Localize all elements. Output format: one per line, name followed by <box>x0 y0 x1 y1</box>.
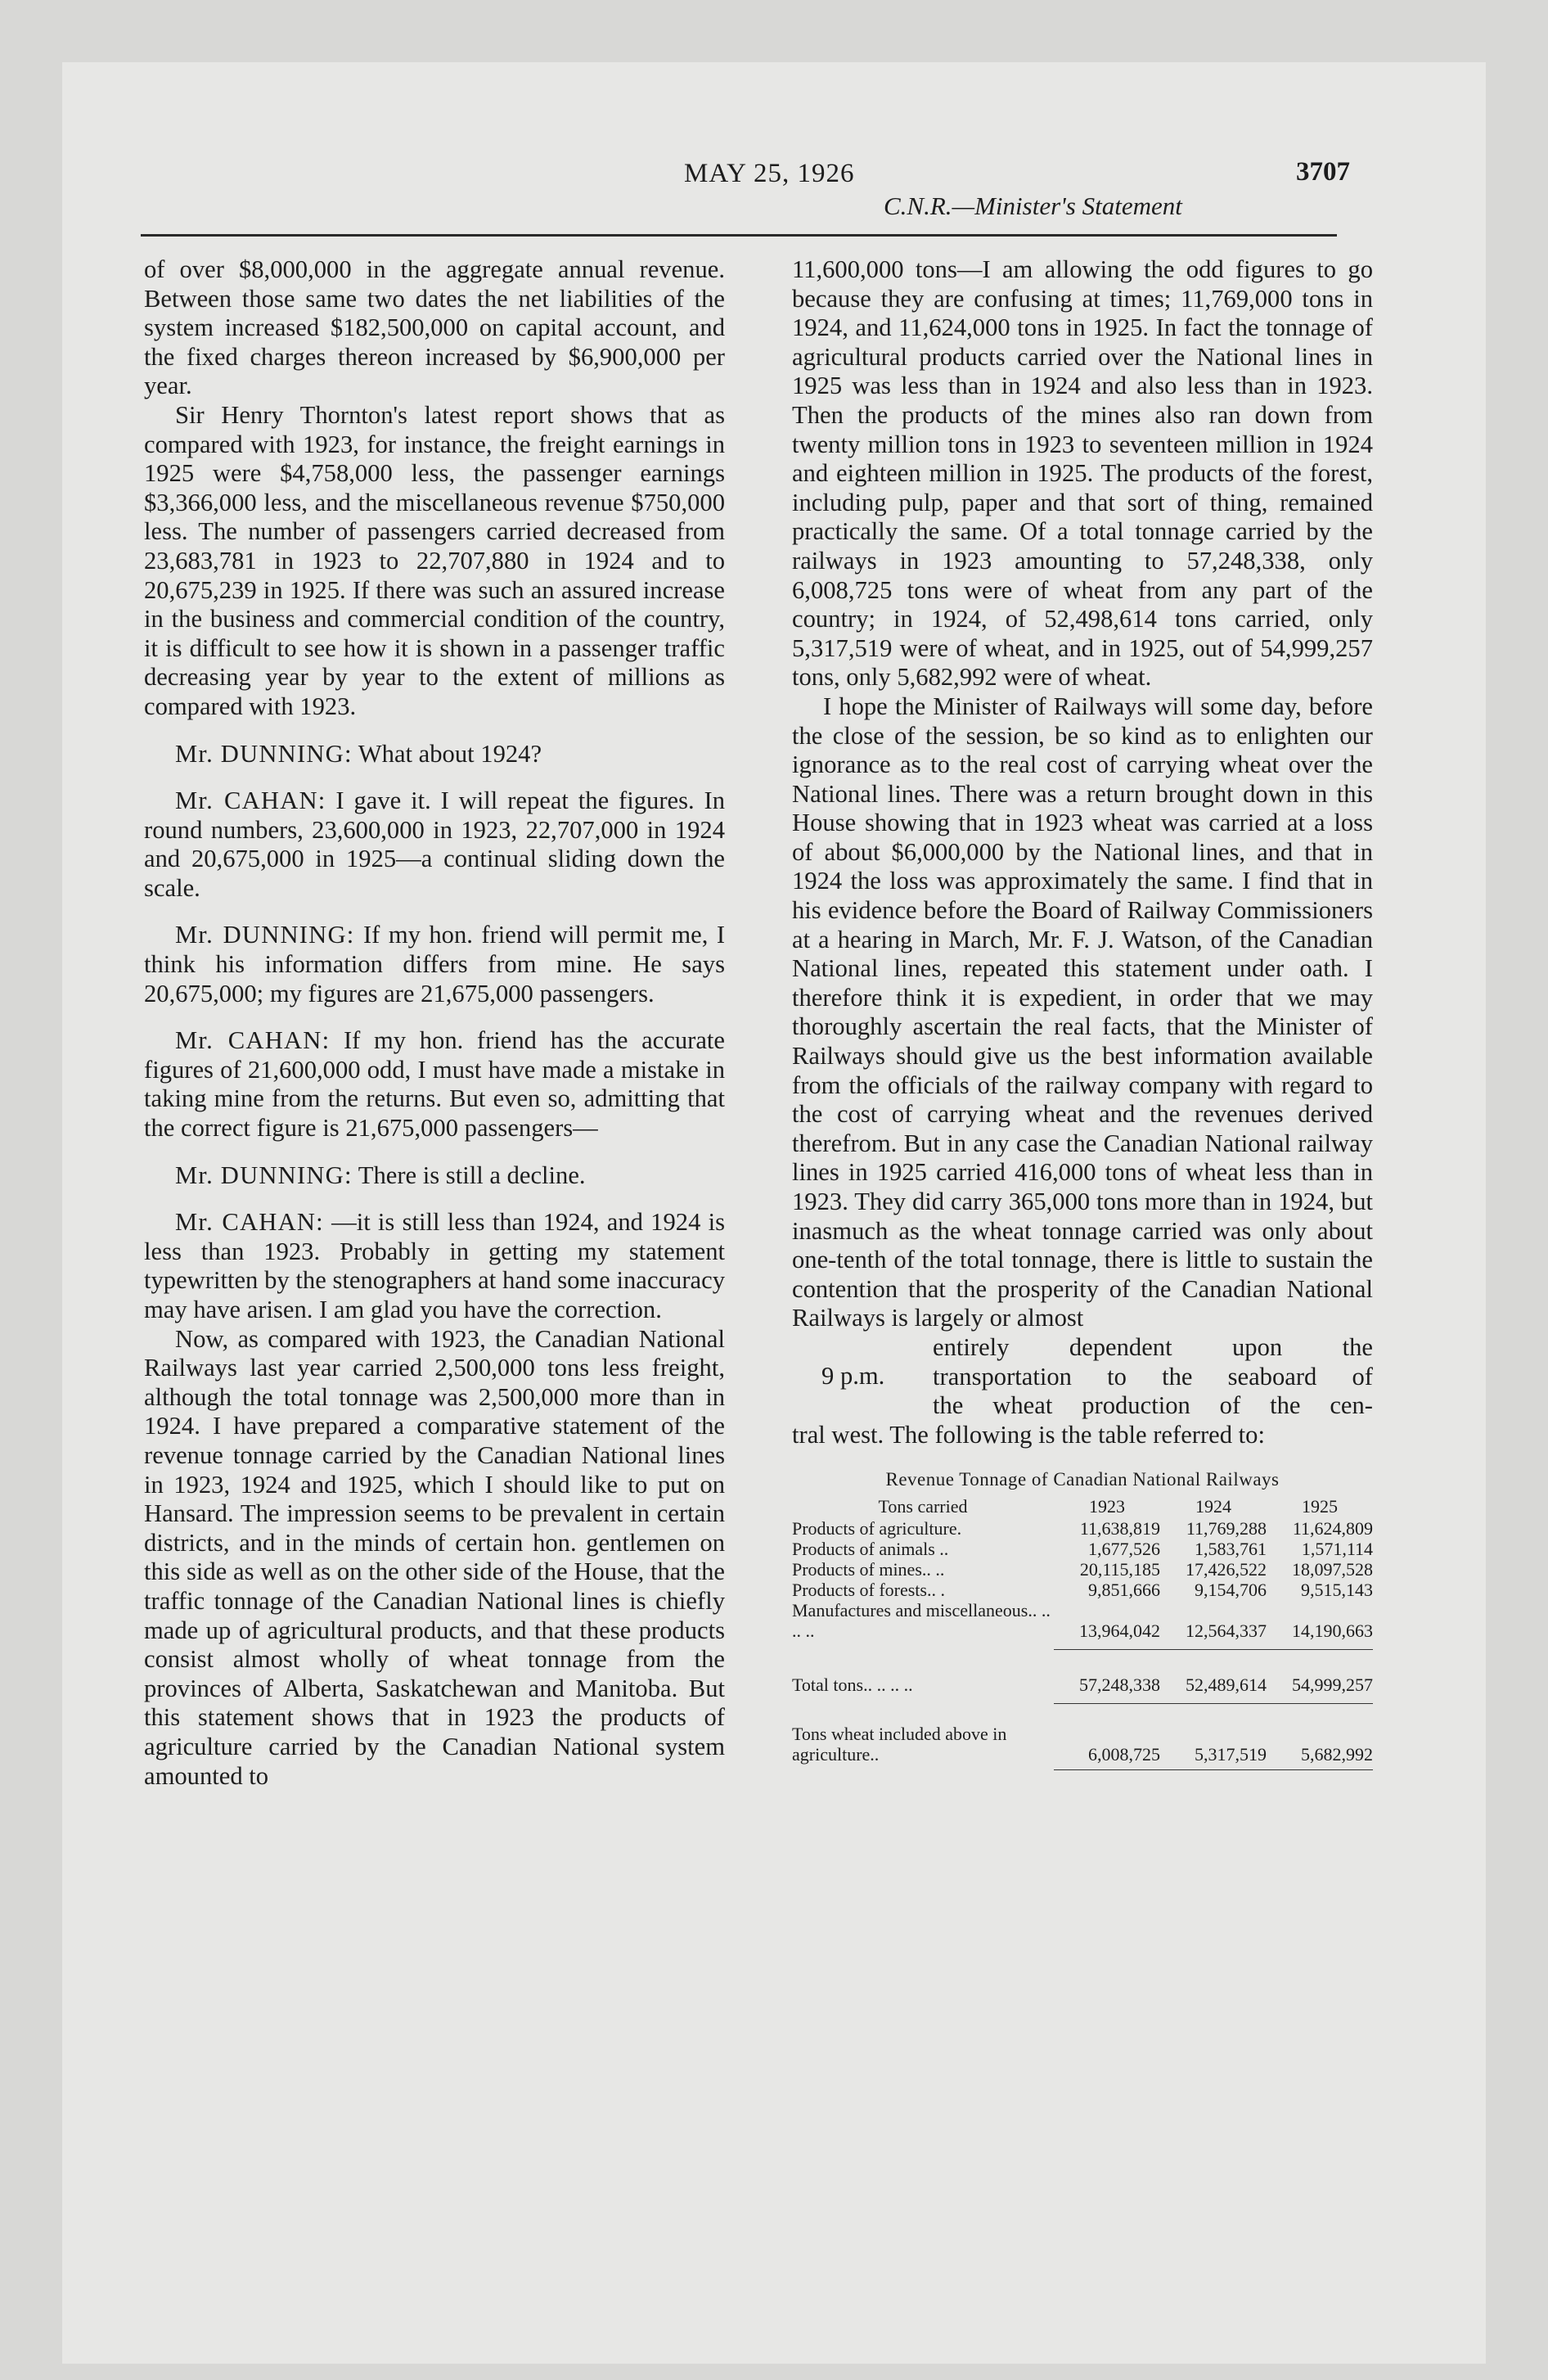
cell-value: 9,851,666 <box>1088 1580 1160 1601</box>
paragraph: I hope the Minister of Railways will some day, before the close of the session, be so kind as to enlighten our ignorance as to the real cost of carrying wheat over the National lines. There was a return brought down in this House showing that in 1923 wheat was carried at a loss of about $6,000,000 by the National lines, and that in 1924 the loss was approximately the same. I find that in his evidence before the Board of Railway Commissioners at a hearing in March, Mr. F. J. Watson, of the Canadian National lines, repeated this statement under oath. I therefore think it is expedient, in order that we may thoroughly ascertain the real facts, that the Minister of Railways should give us the best information available from the officials of the railway company with regard to the cost of carrying wheat and the revenues derived therefrom. But in any case the Canadian National railway lines in 1925 carried 416,000 tons of wheat less than in 1923. They did carry 365,000 tons more than in 1924, but inasmuch as the wheat tonnage carried was only about one-tenth of the total tonnage, there is little to sustain the contention that the prosperity of the Canadian National Railways is largely or almost <box>792 692 1373 1332</box>
header-date: MAY 25, 1926 <box>684 159 855 188</box>
table-rule <box>792 1695 1373 1704</box>
speaker-name: Mr. DUNNING: <box>175 921 355 949</box>
column-header: Tons carried <box>878 1496 968 1517</box>
cell-value: 20,115,185 <box>1079 1559 1160 1580</box>
speech-text: What about 1924? <box>358 739 542 768</box>
row-label: Tons wheat included above in agriculture.. <box>792 1724 1007 1765</box>
paragraph: Now, as compared with 1923, the Canadian National Railways last year carried 2,500,000 tons less freight, although the total tonnage was 2,500,000 more than in 1924. I have prepared a comparative statement of the revenue tonnage carried by the Canadian National lines in 1923, 1924 and 1925, which I should like to put on Hansard. The impression seems to be prevalent in certain districts, and in the minds of certain hon. gentlemen on this side as well as on the other side of the House, that the traffic tonnage of the Canadian National lines is chiefly made up of agricultural products, and that these products consist almost wholly of wheat tonnage from the provinces of Alberta, Saskatchewan and Manitoba. But this statement shows that in 1923 the products of agriculture carried by the Canadian National system amounted to <box>144 1324 725 1790</box>
speech-cahan <box>144 1208 725 1324</box>
table-header-row <box>792 1496 1373 1518</box>
cell-value: 52,489,614 <box>1186 1675 1267 1696</box>
cell-value: 14,190,663 <box>1292 1620 1373 1642</box>
year-header: 1923 <box>1089 1496 1125 1517</box>
cell-value: 11,638,819 <box>1079 1518 1160 1539</box>
paragraph: Sir Henry Thornton's latest report shows that as compared with 1923, for instance, the freight earnings in 1925 were $4,758,000 less, the passenger earnings $3,366,000 less, and the miscellaneous revenue $750,000 less. The number of passengers carried decreased from 23,683,781 in 1923 to 22,707,880 in 1924 and to 20,675,239 in 1925. If there was such an assured increase in the business and commercial condition of the country, it is difficult to see how it is shown in a passenger traffic decreasing year by year to the extent of millions as compared with 1923. <box>144 400 725 720</box>
row-label: Products of forests.. . <box>792 1580 945 1601</box>
cell-value: 9,515,143 <box>1301 1580 1373 1601</box>
speech-text: There is still a decline. <box>358 1161 586 1189</box>
cell-value: 6,008,725 <box>1088 1744 1160 1765</box>
tonnage-table <box>792 1469 1373 1770</box>
page-header <box>62 62 1486 259</box>
speaker-name: Mr. CAHAN: <box>175 1026 331 1055</box>
row-label: Products of agriculture. <box>792 1518 962 1539</box>
time-marker: 9 p.m. <box>821 1361 885 1390</box>
row-label: Manufactures and miscellaneous.. .. .. .. <box>792 1600 1051 1642</box>
header-rule <box>141 234 1337 237</box>
speaker-name: Mr. CAHAN: <box>175 787 326 815</box>
cell-value: 5,682,992 <box>1301 1744 1373 1765</box>
cell-value: 54,999,257 <box>1292 1675 1373 1696</box>
row-label: Products of animals .. <box>792 1539 949 1560</box>
speech-dunning <box>144 740 725 769</box>
cell-value: 1,571,114 <box>1301 1539 1373 1560</box>
cell-value: 1,583,761 <box>1195 1539 1267 1560</box>
cell-value: 13,964,042 <box>1079 1620 1160 1642</box>
speech-dunning <box>144 1161 725 1191</box>
time-marker-block <box>792 1333 1373 1421</box>
right-column <box>792 255 1373 1770</box>
cell-value: 11,624,809 <box>1292 1518 1373 1539</box>
speech-text: If my hon. friend will permit me, I think his information differs from mine. He says 20,675,000; my figures are 21,675,000 passengers. <box>144 921 726 1007</box>
speech-text: I gave it. I will repeat the figures. In round numbers, 23,600,000 in 1923, 22,707,000 in 1924 and 20,675,000 in 1925—a continual sliding down the scale. <box>144 787 725 902</box>
header-subtitle: C.N.R.—Minister's Statement <box>884 192 1182 220</box>
text-line: entirely dependent upon the <box>933 1332 1373 1361</box>
cell-value: 9,154,706 <box>1195 1580 1267 1601</box>
speaker-name: Mr. DUNNING: <box>175 1161 353 1189</box>
table-row <box>792 1580 1373 1600</box>
speech-cahan <box>144 787 725 903</box>
cell-value: 57,248,338 <box>1079 1675 1160 1696</box>
row-label: Products of mines.. .. <box>792 1559 945 1580</box>
table-row <box>792 1539 1373 1559</box>
cell-value: 1,677,526 <box>1088 1539 1160 1560</box>
year-header: 1925 <box>1302 1496 1338 1517</box>
paragraph: tral west. The following is the table referred to: <box>792 1420 1265 1449</box>
paragraph: of over $8,000,000 in the aggregate annual revenue. Between those same two dates the net liabilities of the system increased $182,500,000 on capital account, and the fixed charges thereon increased by $6,900,000 per year. <box>144 255 725 400</box>
text-line: the wheat production of the cen- <box>933 1391 1373 1420</box>
paragraph: 11,600,000 tons—I am allowing the odd figures to go because they are confusing at times; 11,769,000 tons in 1924, and 11,624,000 tons in 1925. In fact the tonnage of agricultural products carried over the National lines in 1925 was less than in 1924 and also less than in 1923. Then the products of the mines also ran down from twenty million tons in 1923 to seventeen million in 1924 and eighteen million in 1925. The products of the forest, including pulp, paper and that sort of thing, remained practically the same. Of a total tonnage carried by the railways in 1923 amounting to 57,248,338, only 6,008,725 tons were of wheat from any part of the country; in 1924, of 52,498,614 tons carried, only 5,317,519 were of wheat, and in 1925, out of 54,999,257 tons, only 5,682,992 were of wheat. <box>792 255 1373 692</box>
page-number: 3707 <box>1296 157 1350 187</box>
hansard-page <box>62 62 1486 2364</box>
table-rule <box>792 1641 1373 1650</box>
speech-dunning <box>144 921 725 1008</box>
cell-value: 12,564,337 <box>1186 1620 1267 1642</box>
cell-value: 5,317,519 <box>1195 1744 1267 1765</box>
text-line: transportation to the seaboard of <box>933 1362 1373 1391</box>
speech-text: —it is still less than 1924, and 1924 is less than 1923. Probably in getting my statement typewritten by the stenographers at hand some inaccuracy may have arisen. I am glad you have the correction. <box>144 1208 726 1323</box>
row-label: Total tons.. .. .. .. <box>792 1675 913 1696</box>
speech-cahan <box>144 1026 725 1143</box>
table-rule <box>792 1765 1373 1770</box>
table-caption: Revenue Tonnage of Canadian National Railways <box>885 1469 1280 1490</box>
cell-value: 11,769,288 <box>1186 1518 1267 1539</box>
table-wheat-row <box>792 1724 1373 1765</box>
speaker-name: Mr. DUNNING: <box>175 739 353 768</box>
speech-text: If my hon. friend has the accurate figures of 21,600,000 odd, I must have made a mistake in taking mine from the returns. But even so, admitting that the correct figure is 21,675,000 passengers— <box>144 1026 725 1143</box>
table-row <box>792 1559 1373 1580</box>
table-total-row <box>792 1670 1373 1695</box>
cell-value: 18,097,528 <box>1292 1559 1373 1580</box>
speaker-name: Mr. CAHAN: <box>175 1208 324 1237</box>
cell-value: 17,426,522 <box>1186 1559 1267 1580</box>
table-row <box>792 1518 1373 1539</box>
left-column <box>144 255 725 1791</box>
table-row <box>792 1600 1373 1641</box>
year-header: 1924 <box>1195 1496 1231 1517</box>
